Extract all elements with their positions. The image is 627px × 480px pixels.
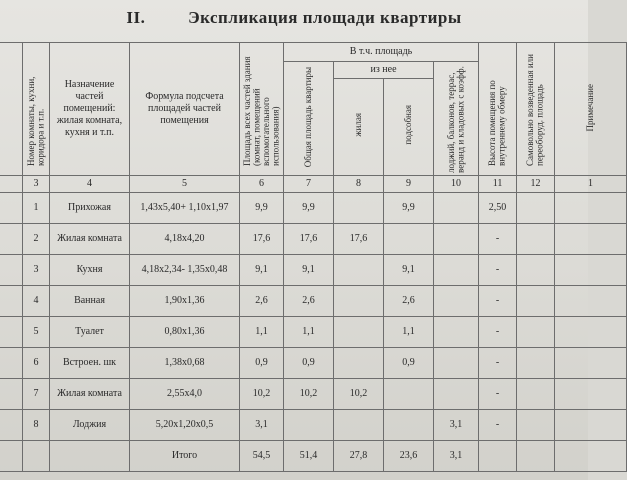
room-loggia-area	[434, 224, 479, 255]
col-number: 9	[384, 176, 434, 193]
room-living-area	[334, 317, 384, 348]
room-area-all: 3,1	[240, 410, 284, 441]
floor-cell	[0, 348, 23, 379]
room-area-all: 1,1	[240, 317, 284, 348]
totals-total: 51,4	[284, 441, 334, 472]
room-number: 4	[23, 286, 50, 317]
room-number: 2	[23, 224, 50, 255]
room-height: -	[479, 410, 517, 441]
totals-aux: 23,6	[384, 441, 434, 472]
room-note	[555, 379, 627, 410]
room-unauthorized	[517, 255, 555, 286]
room-number: 7	[23, 379, 50, 410]
col-number: 10	[434, 176, 479, 193]
table-row	[0, 410, 627, 441]
room-unauthorized	[517, 317, 555, 348]
room-unauthorized	[517, 224, 555, 255]
table-row	[0, 348, 627, 379]
room-living-area: 10,2	[334, 379, 384, 410]
room-formula: 2,55х4,0	[130, 379, 240, 410]
room-total-area: 17,6	[284, 224, 334, 255]
room-living-area: 17,6	[334, 224, 384, 255]
room-total-area: 10,2	[284, 379, 334, 410]
header-unauthorized: Самовольно возведенная или переоборуд. площадь	[517, 43, 555, 176]
room-height: -	[479, 379, 517, 410]
col-number: 4	[50, 176, 130, 193]
header-incl-group: В т.ч. площадь	[284, 43, 479, 62]
col-number: 8	[334, 176, 384, 193]
totals-loggia: 3,1	[434, 441, 479, 472]
room-name: Жилая комната	[50, 379, 130, 410]
room-name: Кухня	[50, 255, 130, 286]
room-name: Туалет	[50, 317, 130, 348]
room-area-all: 0,9	[240, 348, 284, 379]
room-height: 2,50	[479, 193, 517, 224]
room-height: -	[479, 286, 517, 317]
header-purpose: Назначение частей помещений: жилая комната, кухня и т.п.	[50, 43, 130, 176]
room-aux-area	[384, 224, 434, 255]
col-number: 11	[479, 176, 517, 193]
room-note	[555, 255, 627, 286]
room-total-area: 9,9	[284, 193, 334, 224]
room-height: -	[479, 317, 517, 348]
room-loggia-area	[434, 286, 479, 317]
room-formula: 1,38х0,68	[130, 348, 240, 379]
room-total-area: 0,9	[284, 348, 334, 379]
room-number: 8	[23, 410, 50, 441]
col-number: 1	[555, 176, 627, 193]
room-living-area	[334, 255, 384, 286]
header-height: Высота помещения по внутреннему обмеру	[479, 43, 517, 176]
explication-table	[0, 42, 627, 472]
table-row	[0, 193, 627, 224]
col-number: 12	[517, 176, 555, 193]
header-floor	[0, 43, 23, 176]
floor-cell	[0, 286, 23, 317]
totals-cell	[555, 441, 627, 472]
room-loggia-area	[434, 317, 479, 348]
room-formula: 4,18х4,20	[130, 224, 240, 255]
room-aux-area: 0,9	[384, 348, 434, 379]
room-living-area	[334, 286, 384, 317]
totals-cell	[23, 441, 50, 472]
room-loggia-area	[434, 379, 479, 410]
totals-cell	[517, 441, 555, 472]
header-note: Примечание	[555, 43, 627, 176]
column-numbers-row	[0, 176, 627, 193]
header-living: жилая	[334, 79, 384, 176]
room-area-all: 2,6	[240, 286, 284, 317]
room-name: Жилая комната	[50, 224, 130, 255]
room-note	[555, 317, 627, 348]
room-loggia-area: 3,1	[434, 410, 479, 441]
floor-cell	[0, 224, 23, 255]
room-name: Встроен. шк	[50, 348, 130, 379]
table-row	[0, 224, 627, 255]
page-title	[0, 8, 588, 28]
room-unauthorized	[517, 379, 555, 410]
col-number: 3	[23, 176, 50, 193]
room-unauthorized	[517, 410, 555, 441]
room-formula: 1,43х5,40+ 1,10х1,97	[130, 193, 240, 224]
room-loggia-area	[434, 193, 479, 224]
room-total-area: 2,6	[284, 286, 334, 317]
room-name: Ванная	[50, 286, 130, 317]
room-height: -	[479, 255, 517, 286]
floor-cell	[0, 410, 23, 441]
totals-row	[0, 441, 627, 472]
floor-cell	[0, 193, 23, 224]
room-living-area	[334, 348, 384, 379]
table-row	[0, 317, 627, 348]
room-formula: 4,18х2,34- 1,35х0,48	[130, 255, 240, 286]
room-note	[555, 410, 627, 441]
header-total-area: Общая площадь квартиры	[284, 62, 334, 176]
room-number: 1	[23, 193, 50, 224]
room-note	[555, 286, 627, 317]
room-aux-area: 9,1	[384, 255, 434, 286]
room-aux-area: 9,9	[384, 193, 434, 224]
table-row	[0, 255, 627, 286]
col-number	[0, 176, 23, 193]
room-formula: 5,20х1,20х0,5	[130, 410, 240, 441]
room-height: -	[479, 348, 517, 379]
table-row	[0, 286, 627, 317]
floor-cell	[0, 255, 23, 286]
col-number: 6	[240, 176, 284, 193]
col-number: 5	[130, 176, 240, 193]
floor-cell	[0, 317, 23, 348]
room-number: 5	[23, 317, 50, 348]
room-height: -	[479, 224, 517, 255]
section-title: Экспликация площади квартиры	[188, 8, 462, 27]
totals-cell	[50, 441, 130, 472]
room-area-all: 9,9	[240, 193, 284, 224]
header-formula: Формула подсчета площадей частей помещения	[130, 43, 240, 176]
room-formula: 0,80х1,36	[130, 317, 240, 348]
col-number: 7	[284, 176, 334, 193]
room-unauthorized	[517, 348, 555, 379]
room-unauthorized	[517, 193, 555, 224]
totals-cell	[479, 441, 517, 472]
totals-area: 54,5	[240, 441, 284, 472]
room-number: 3	[23, 255, 50, 286]
header-area-all: Площадь всех частей здания (комнат, помещений вспомогательного использования)	[240, 43, 284, 176]
room-loggia-area	[434, 348, 479, 379]
room-aux-area: 1,1	[384, 317, 434, 348]
room-aux-area: 2,6	[384, 286, 434, 317]
room-note	[555, 193, 627, 224]
room-living-area	[334, 410, 384, 441]
room-unauthorized	[517, 286, 555, 317]
totals-label: Итого	[130, 441, 240, 472]
room-area-all: 10,2	[240, 379, 284, 410]
room-number: 6	[23, 348, 50, 379]
room-total-area	[284, 410, 334, 441]
room-total-area: 1,1	[284, 317, 334, 348]
totals-living: 27,8	[334, 441, 384, 472]
totals-cell	[0, 441, 23, 472]
header-auxiliary: подсобная	[384, 79, 434, 176]
room-loggia-area	[434, 255, 479, 286]
room-area-all: 9,1	[240, 255, 284, 286]
header-of-which: из нее	[334, 62, 434, 79]
room-aux-area	[384, 379, 434, 410]
room-area-all: 17,6	[240, 224, 284, 255]
header-loggias: лоджий, балконов, террас, веранд и кладовых с коэфф.	[434, 62, 479, 176]
room-name: Лоджия	[50, 410, 130, 441]
table-row	[0, 379, 627, 410]
room-total-area: 9,1	[284, 255, 334, 286]
room-note	[555, 224, 627, 255]
room-note	[555, 348, 627, 379]
room-aux-area	[384, 410, 434, 441]
room-living-area	[334, 193, 384, 224]
header-room-no: Номер комнаты, кухни, коридора и т.п.	[23, 43, 50, 176]
room-formula: 1,90х1,36	[130, 286, 240, 317]
room-name: Прихожая	[50, 193, 130, 224]
section-number: II.	[126, 8, 146, 27]
floor-cell	[0, 379, 23, 410]
